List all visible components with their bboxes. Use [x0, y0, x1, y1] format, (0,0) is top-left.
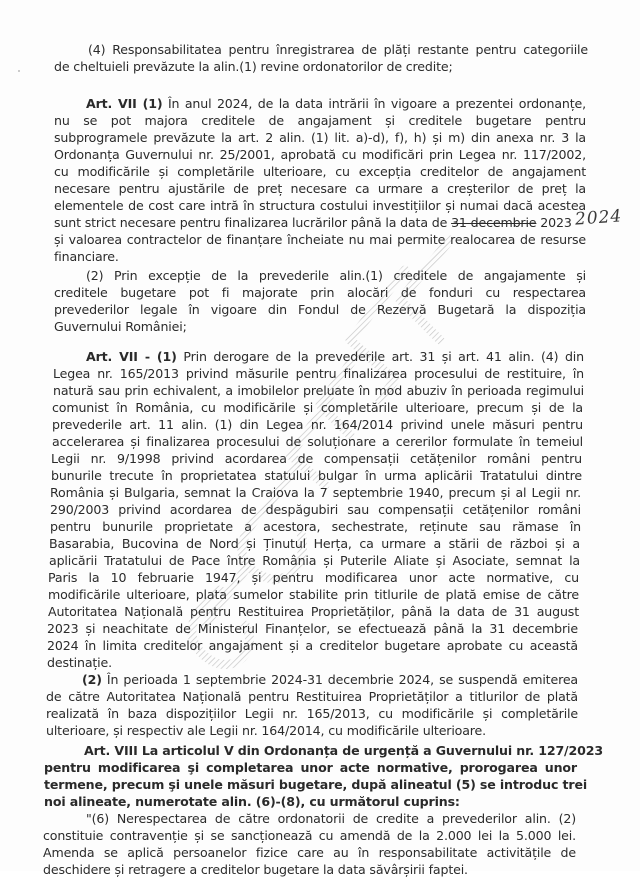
art-vii-dash-1-line: accelerarea și finalizarea procesului de soluționare a cererilor formulate în temeiul — [52, 434, 583, 449]
art-vii-dash-2-first-line — [82, 671, 578, 688]
art-vii-dash-1-line: Legea nr. 165/2013 privind măsurile pentru finalizarea procesului de restituire, în — [53, 366, 584, 381]
art-viii-line: pentru modificarea şi completarea unor acte normative, prorogarea unor — [44, 760, 577, 775]
year-text: 2023 — [536, 215, 572, 230]
art-vii-1-line: cu modificările și completările ulterioare, cu excepția creditelor de angajament — [54, 164, 586, 179]
art-vii-dash-1-line: natură sau prin echivalent, a imobilelor preluate în mod abuziv în perioada regimului — [53, 383, 584, 398]
art-vii-1-line — [54, 214, 586, 231]
art-vii-dash-2-line: de către Autoritatea Națională pentru Restituirea Proprietăților a titlurilor de plată — [46, 689, 578, 704]
art-vii-dash-1-line: destinație. — [47, 655, 112, 670]
art-vii-dash-1-line: comunist în România, cu modificările și completările ulterioare, precum și de la — [52, 400, 583, 415]
text: Prin derogare de la prevederile art. 31 și art. 41 alin. (4) din — [176, 349, 584, 364]
art-vii-dash-1-line: pentru bunurile proprietate a acestora, sechestrate, reținute sau rămase în — [50, 519, 581, 534]
alin-6-line: "(6) Nerespectarea de către ordonatorii de credite a prevederilor alin. (2) — [86, 811, 576, 826]
art-vii-dash-1-line: prevederile art. 11 alin. (1) din Legea nr. 164/2014 privind unele măsuri pentru — [52, 417, 583, 432]
para-4-line: de cheltuieli prevăzute la alin.(1) revine ordonatorilor de credite; — [54, 59, 453, 74]
art-vii-dash-1-line: 290/2003 privind acordarea de despăgubiri sau compensații cetățenilor români — [50, 502, 581, 517]
art-vii-1-line: financiare. — [54, 249, 119, 264]
art-vii-dash-1-first-line — [86, 348, 584, 365]
art-vii-dash-2-line: realizată în baza dispozițiilor Legii nr. 165/2013, cu modificările și completările — [46, 706, 578, 721]
art-vii-2-line: prevederilor legale în vigoare din Fondul de Rezervă Bugetară la dispoziția — [54, 302, 586, 317]
art-vii-1-line: nu se pot majora creditele de angajament și creditele bugetare pentru — [54, 113, 586, 128]
alin-6-line: Amenda se aplică persoanelor fizice care au în responsabilitate activitățile de — [43, 845, 576, 860]
art-vii-1-line: și valoarea contractelor de finanțare încheiate nu mai permite realocarea de resurse — [54, 232, 586, 247]
art-viii-line: Art. VIII La articolul V din Ordonanța de urgență a Guvernului nr. 127/2023 — [84, 743, 603, 758]
article-heading: Art. VII - (1) — [86, 349, 177, 364]
article-heading: Art. VII (1) — [86, 96, 163, 111]
para-4-line: (4) Responsabilitatea pentru înregistrarea de plăți restante pentru categoriile — [88, 42, 588, 57]
text: În anul 2024, de la data intrării în vigoare a prezentei ordonanțe, — [162, 96, 586, 111]
art-vii-1-line: Ordonanța Guvernului nr. 25/2001, aprobată cu modificări prin Legea nr. 117/2002, — [54, 147, 586, 162]
art-vii-dash-1-line: Legii nr. 9/1998 privind acordarea de compensații cetățenilor români pentru — [51, 451, 582, 466]
art-vii-dash-1-line: modificările ulterioare, plata sumelor stabilite prin titlurile de plată emise de către — [48, 587, 579, 602]
art-viii-line: termene, precum şi unele măsuri bugetare, după alineatul (5) se introduc trei — [44, 777, 588, 792]
art-vii-dash-1-line: 2024 în limita creditelor angajament și a creditelor bugetare aprobate cu această — [47, 638, 578, 653]
scan-speck — [18, 70, 20, 72]
art-vii-2-line: Guvernului României; — [54, 319, 187, 334]
art-vii-dash-1-line: aplicării Tratatului de Pace între România și Puterile Aliate și Asociate, semnat la — [49, 553, 580, 568]
text: sunt strict necesare pentru finalizarea lucrărilor până la data de — [54, 215, 452, 230]
art-vii-1-first-line — [86, 95, 586, 112]
art-viii-line: noi alineate, numerotate alin. (6)-(8), cu următorul cuprins: — [44, 794, 460, 809]
alin-6-line: deschidere și retragere a creditelor bugetare la data săvârșirii faptei. — [43, 862, 468, 877]
art-vii-dash-1-line: Paris la 10 februarie 1947, și pentru modificarea unor acte normative, cu — [48, 570, 579, 585]
handwritten-year-note: 2024 — [574, 206, 623, 230]
art-vii-dash-1-line: Autoritatea Națională pentru Restituirea Proprietăților, până la data de 31 august — [48, 604, 579, 619]
art-vii-1-line: necesare pentru ajustările de preț necesare ca urmare a creșterilor de preț la — [54, 181, 586, 196]
art-vii-dash-2-line: ulterioare, și respectiv ale Legii nr. 164/2014, cu modificările ulterioare. — [46, 723, 487, 738]
art-vii-dash-1-line: 2023 și neachitate de Ministerul Finanțelor, se efectuează până la 31 decembrie — [47, 621, 578, 636]
paragraph-number: (2) — [82, 672, 102, 687]
alin-6-line: constituie contravenție și se sancționează cu amendă de la 2.000 lei la 5.000 lei. — [43, 828, 576, 843]
text: În perioada 1 septembrie 2024-31 decembrie 2024, se suspendă emiterea — [101, 672, 578, 687]
art-vii-2-line: (2) Prin excepție de la prevederile alin.(1) creditele de angajamente și — [86, 268, 586, 283]
art-vii-dash-1-line: Basarabia, Bucovina de Nord și Ținutul Herța, ca urmare a stării de război și a — [49, 536, 580, 551]
art-vii-1-line: elementele de cost care intră în structura costului investițiilor și numai dacă acestea — [54, 198, 586, 213]
art-vii-dash-1-line: România și Bulgaria, semnat la Craiova la 7 septembrie 1940, precum și al Legii nr. — [50, 485, 581, 500]
art-vii-1-line: subprogramele prevăzute la art. 2 alin. (1) lit. a)-d), f), h) și m) din anexa nr. 3 la — [54, 130, 586, 145]
art-vii-2-line: creditele bugetare pot fi majorate prin alocări de fonduri cu respectarea — [54, 285, 586, 300]
art-vii-dash-1-line: bunurile trecute în proprietatea statului bulgar în urma aplicării Tratatului dintre — [51, 468, 582, 483]
struck-date: 31 decembrie — [451, 215, 537, 230]
